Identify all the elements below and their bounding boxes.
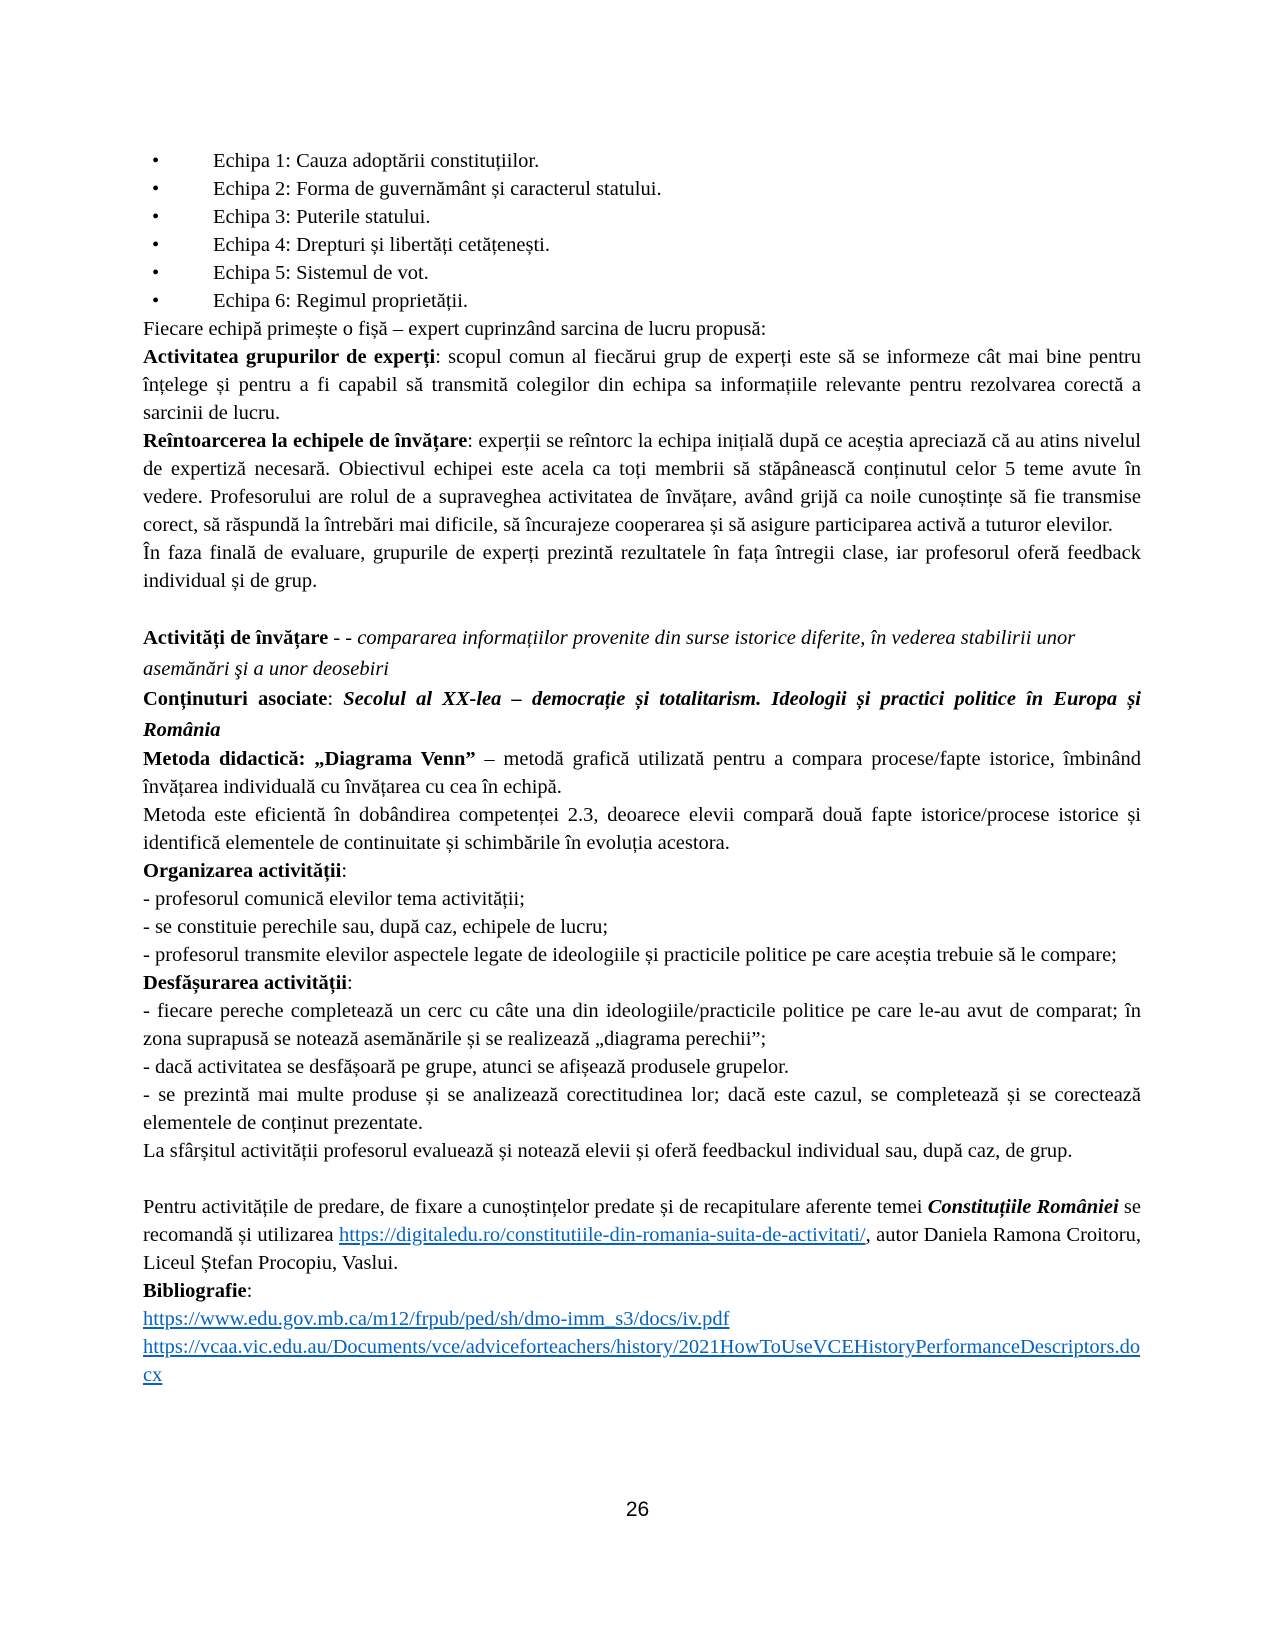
hyperlink-digitaledu[interactable]: https://digitaledu.ro/constitutiile-din-romania-suita-de-activitati/ xyxy=(338,1224,866,1246)
colon-text: : xyxy=(347,972,353,994)
heading-organizarea-activitatii xyxy=(143,857,1141,885)
heading-text: Desfășurarea activității xyxy=(143,972,347,994)
dash-item-organizare-3: - profesorul transmite elevilor aspectele legate de ideologiile și practicile politice pe care aceștia trebuie să le compare; xyxy=(143,944,1117,966)
separator-text: - - xyxy=(328,627,358,649)
bibliography-entry-2 xyxy=(143,1333,1141,1389)
blank-line xyxy=(143,1165,1141,1193)
page-number: 26 xyxy=(625,1498,650,1521)
bullet-icon: • xyxy=(152,262,160,284)
heading-continuturi-asociate: Conținuturi asociate xyxy=(143,688,328,710)
paragraph-reintoarcerea xyxy=(143,427,1141,539)
list-item-text: Echipa 6: Regimul proprietății. xyxy=(213,290,469,312)
heading-bibliografie xyxy=(143,1277,1141,1305)
list-item-echipa-2 xyxy=(143,175,1141,203)
dash-item-organizare-2: - se constituie perechile sau, după caz, echipele de lucru; xyxy=(143,916,609,938)
list-item-echipa-1 xyxy=(143,147,1141,175)
bibliography-entry-1 xyxy=(143,1305,1141,1333)
paragraph-text-bold-italic: Secolul al XX-lea – democrație și totalitarism. Ideologii și practici politice în Europa și România xyxy=(143,688,1141,741)
dash-item-desfasurare-3: - se prezintă mai multe produse și se analizează corectitudinea lor; dacă este cazul, se completează și se corectează elementele de conținut prezentate. xyxy=(143,1084,1141,1134)
dash-item-desfasurare-2: - dacă activitatea se desfășoară pe grupe, atunci se afișează produsele grupelor. xyxy=(143,1056,790,1078)
heading-reintoarcerea: Reîntoarcerea la echipele de învățare xyxy=(143,430,468,452)
paragraph-text: se recomandă și utilizarea xyxy=(143,1196,1142,1246)
list-item-echipa-4 xyxy=(143,231,1141,259)
list-item-echipa-3 xyxy=(143,203,1141,231)
heading-metoda-didactica: Metoda didactică: „Diagrama Venn” xyxy=(143,748,476,770)
heading-activitatea-grupurilor: Activitatea grupurilor de experți xyxy=(143,346,436,368)
blank-line xyxy=(143,595,1141,623)
list-item-text: Echipa 4: Drepturi și libertăți cetățenești. xyxy=(213,234,550,256)
paragraph-recomandare-digitaledu xyxy=(143,1193,1141,1277)
bullet-icon: • xyxy=(152,234,160,256)
list-item-text: Echipa 3: Puterile statului. xyxy=(213,206,431,228)
hyperlink-vcaa-vic-edu[interactable]: https://vcaa.vic.edu.au/Documents/vce/adviceforteachers/history/2021HowToUseVCEHistoryPerformanceDescriptors.docx xyxy=(143,1336,1141,1386)
colon-text: : xyxy=(246,1280,253,1302)
heading-activitati-invatare: Activități de învățare xyxy=(143,627,329,649)
bullet-icon: • xyxy=(152,290,160,312)
paragraph-faza-finala: În faza finală de evaluare, grupurile de experți prezintă rezultatele în fața întregii clase, iar profesorul oferă feedback individual și de grup. xyxy=(143,542,1141,592)
page-content xyxy=(143,147,1141,1389)
list-item-text: Echipa 2: Forma de guvernământ și caracterul statului. xyxy=(213,178,662,200)
list-item-text: Echipa 5: Sistemul de vot. xyxy=(213,262,429,284)
heading-desfasurarea-activitatii xyxy=(143,969,1141,997)
paragraph-activitati-invatare xyxy=(143,623,1141,684)
paragraph-text: , autor Daniela Ramona Croitoru, Liceul Ștefan Procopiu, Vaslui. xyxy=(143,1224,1141,1274)
dash-item-desfasurare-1: - fiecare pereche completează un cerc cu câte una din ideologiile/practicile politice pe care le-au avut de comparat; în zona suprapusă se notează asemănările și se realizează „diagrama perechii”; xyxy=(143,1000,1141,1050)
paragraph-text-italic: compararea informațiilor provenite din surse istorice diferite, în vederea stabilirii unor asemănări şi a unor deosebiri xyxy=(143,627,1076,680)
tema-title-text: Constituțiile României xyxy=(927,1196,1119,1218)
bullet-icon: • xyxy=(152,178,160,200)
paragraph-sfarsitul-activitatii: La sfârșitul activității profesorul evaluează și notează elevii și oferă feedbackul individual sau, după caz, de grup. xyxy=(143,1140,1073,1162)
paragraph-fisa-expert: Fiecare echipă primește o fișă – expert cuprinzând sarcina de lucru propusă: xyxy=(143,318,767,340)
colon-text: : xyxy=(341,860,348,882)
bullet-icon: • xyxy=(152,206,160,228)
paragraph-text: – metodă grafică utilizată pentru a compara procese/fapte istorice, îmbinând învățarea individuală cu învățarea cu cea în echipă. xyxy=(143,748,1141,798)
heading-text: Organizarea activității xyxy=(143,860,342,882)
heading-text: Bibliografie xyxy=(143,1280,247,1302)
paragraph-activitatea-expertilor xyxy=(143,343,1141,427)
dash-item-organizare-1: - profesorul comunică elevilor tema activității; xyxy=(143,888,525,910)
paragraph-text: : scopul comun al fiecărui grup de experți este să se informeze cât mai bine pentru înțelege și pentru a fi capabil să transmită colegilor din echipa sa informațiile relevante pentru rezolvarea corectă a sarcinii de lucru. xyxy=(143,346,1141,424)
bullet-icon: • xyxy=(152,150,160,172)
list-item-echipa-6 xyxy=(143,287,1141,315)
paragraph-text: Pentru activitățile de predare, de fixare a cunoștințelor predate și de recapitulare aferente temei xyxy=(143,1196,928,1218)
paragraph-metoda-eficienta: Metoda este eficientă în dobândirea competenței 2.3, deoarece elevii compară două fapte istorice/procese istorice și identifică elementele de continuitate și schimbările în evoluția acestora. xyxy=(143,804,1141,854)
paragraph-text: : experții se reîntorc la echipa inițială după ce aceștia apreciază că au atins nivelul de expertiză necesară. Obiectivul echipei este acela ca toți membrii să stăpânească conținutul celor 5 teme avute în vedere. Profesorului are rolul de a supraveghea activitatea de învățare, având grijă ca noile cunoștințe să fie transmise corect, să răspundă la întrebări mai dificile, să încurajeze cooperarea și să asigure participarea activă a tuturor elevilor. xyxy=(143,430,1141,536)
paragraph-metoda-didactica xyxy=(143,745,1141,801)
hyperlink-edu-gov-mb[interactable]: https://www.edu.gov.mb.ca/m12/frpub/ped/sh/dmo-imm_s3/docs/iv.pdf xyxy=(143,1308,730,1330)
list-item-echipa-5 xyxy=(143,259,1141,287)
list-item-text: Echipa 1: Cauza adoptării constituțiilor. xyxy=(213,150,540,172)
separator-text: : xyxy=(327,688,344,710)
paragraph-continuturi-asociate xyxy=(143,684,1141,745)
